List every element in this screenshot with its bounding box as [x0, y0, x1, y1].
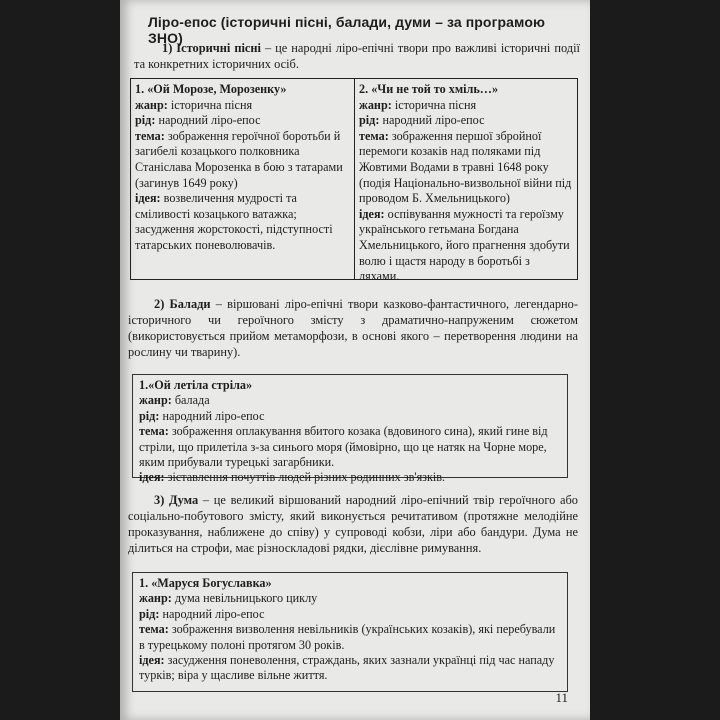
genre-row [135, 98, 350, 114]
idea-label: ідея: [139, 470, 165, 485]
theme-value: зображення визволення невільників (українських козаків), які перебували в турецькому полоні протягом 30 років. [139, 622, 556, 652]
idea-row [139, 653, 561, 684]
theme-label: тема: [139, 424, 169, 439]
theme-row [135, 129, 350, 191]
work-card-marusia [132, 572, 568, 692]
genre-row [139, 393, 561, 408]
work-title: 1.«Ой летіла стріла» [139, 378, 253, 392]
kind-row [359, 113, 573, 129]
idea-value: засудження поневолення, страждань, яких зазнали українці під час нападу турків; віра у щасливе вільне життя. [139, 653, 555, 683]
kind-value: народний ліро-епос [155, 113, 261, 128]
theme-row [139, 622, 561, 653]
section-text: – віршовані ліро-епічні твори казково-фантастичного, легендарно-історичного чи героїчного змісту з драматично-напруженим сюжетом (використовується прийом метаморфози, в основі якого – перетворення людини на рослину чи тварину). [128, 297, 578, 359]
kind-value: народний ліро-епос [379, 113, 485, 128]
kind-value: народний ліро-епос [159, 606, 265, 621]
idea-value: оспівування мужності та героїзму українського гетьмана Богдана Хмельницького, його прагнення здобути волю і щастя народу в боротьбі з ляхами. [359, 206, 570, 284]
section-historical-songs [134, 40, 580, 72]
historical-songs-table [130, 78, 578, 284]
kind-row [139, 607, 561, 622]
idea-label: ідея: [135, 191, 161, 206]
work-card-khmil [354, 79, 577, 284]
work-title: 1. «Ой Морозе, Морозенку» [135, 82, 287, 96]
kind-label: рід: [135, 113, 156, 128]
kind-value: народний ліро-епос [159, 408, 265, 423]
theme-label: тема: [359, 128, 389, 143]
theme-label: тема: [139, 622, 169, 637]
idea-row [135, 191, 350, 253]
genre-value: історична пісня [167, 97, 253, 112]
theme-value: зображення першої збройної перемоги козаків над поляками під Жовтими Водами в травні 1648 року (подія Національно-визвольної війни під проводом Б. Хмельницького) [359, 128, 572, 206]
genre-label: жанр: [359, 97, 392, 112]
page-title: Ліро-епос (історичні пісні, балади, думи – за програмою ЗНО) [148, 14, 546, 46]
page-number: 11 [555, 690, 568, 705]
textbook-page [120, 0, 590, 720]
theme-value: зображення оплакування вбитого козака (вдовиного сина), який гине від стріли, що прилетіла з-за синього моря (ймовірно, що це натяк на Чорне море, яким прибували турецькі загарбники. [139, 424, 548, 470]
kind-row [139, 409, 561, 424]
idea-row [359, 207, 573, 285]
theme-value: зображення героїчної боротьби й загибелі козацького полковника Станіслава Морозенка в бою з татарами (загинув 1649 року) [135, 128, 343, 190]
genre-row [359, 98, 573, 114]
work-title: 2. «Чи не той то хміль…» [359, 82, 499, 96]
idea-value: зіставлення почуттів людей різних родинних зв'язків. [164, 470, 446, 485]
section-duma [128, 492, 578, 556]
kind-label: рід: [139, 408, 160, 423]
kind-row [135, 113, 350, 129]
section-heading: 1) Історичні пісні [162, 41, 261, 55]
theme-row [359, 129, 573, 207]
genre-row [139, 591, 561, 606]
idea-row [139, 470, 561, 485]
theme-label: тема: [135, 128, 165, 143]
genre-value: балада [171, 393, 210, 408]
kind-label: рід: [359, 113, 380, 128]
genre-value: історична пісня [391, 97, 477, 112]
idea-label: ідея: [359, 206, 385, 221]
genre-label: жанр: [139, 393, 172, 408]
idea-value: возвеличення мудрості та сміливості козацького ватажка; засудження жорстокості, підступності татарських поневолювачів. [135, 191, 333, 252]
idea-label: ідея: [139, 653, 165, 668]
section-heading: 3) Дума [154, 493, 199, 507]
genre-value: дума невільницького циклу [171, 591, 318, 606]
genre-label: жанр: [135, 97, 168, 112]
theme-row [139, 424, 561, 470]
section-text: – це народні ліро-епічні твори про важливі історичні події та конкретних історичних осіб. [134, 41, 580, 71]
genre-label: жанр: [139, 591, 172, 606]
work-title: 1. «Маруся Богуславка» [139, 576, 272, 590]
work-card-strila [132, 374, 568, 485]
kind-label: рід: [139, 606, 160, 621]
section-heading: 2) Балади [154, 297, 211, 311]
work-card-morozenko [131, 79, 354, 279]
section-ballads [128, 296, 578, 360]
section-text: – це великий віршований народний ліро-епічний твір героїчного або соціально-побутового змісту, який виконується речитативом (протяжне мелодійне проказування, наближене до співу) у супроводі кобзи, ліри або бандури. Дума не ділиться на строфи, має різноскладові рядки, дієслівне римування. [128, 493, 579, 555]
